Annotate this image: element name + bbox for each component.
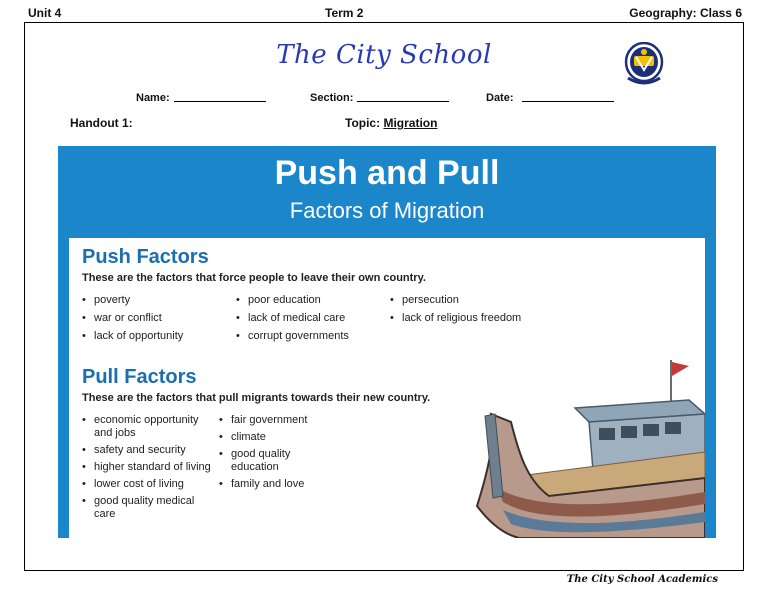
topic-line: [345, 116, 437, 130]
footer-academics: The City School Academics: [566, 574, 718, 585]
list-item: • lower cost of living: [82, 478, 216, 491]
pull-list-col1: [82, 414, 216, 525]
push-factors-title: Push Factors: [82, 246, 209, 268]
push-list-col1: [82, 294, 232, 348]
migration-poster: [58, 146, 716, 538]
poster-title: Push and Pull: [274, 154, 500, 192]
handout-label: Handout 1:: [70, 116, 133, 130]
list-item: • climate: [219, 431, 339, 444]
topic-value: Migration: [383, 116, 438, 130]
name-label: Name:: [136, 92, 170, 104]
list-item: • family and love: [219, 478, 339, 491]
list-item: • good quality medical care: [82, 495, 216, 521]
list-item: • higher standard of living: [82, 461, 216, 474]
pull-factors-description: These are the factors that pull migrants towards their new country.: [82, 392, 431, 404]
push-list-col3: [390, 294, 570, 330]
pull-list-col2: [219, 414, 339, 495]
poster-subtitle: Factors of Migration: [289, 198, 485, 223]
section-blank: [357, 92, 449, 102]
topic-label: Topic:: [345, 116, 381, 130]
push-list-col2: [236, 294, 386, 348]
date-blank: [522, 92, 614, 102]
list-item: • lack of religious freedom: [390, 312, 570, 325]
list-item: • lack of opportunity: [82, 330, 232, 343]
unit-label: Unit 4: [28, 6, 62, 20]
list-item: • poor education: [236, 294, 386, 307]
date-field: [486, 92, 614, 104]
school-name: The City School: [276, 40, 492, 70]
list-item: • economic opportunity and jobs: [82, 414, 216, 440]
list-item: • safety and security: [82, 444, 216, 457]
boat-illustration: [399, 356, 705, 538]
list-item: • persecution: [390, 294, 570, 307]
name-field: [136, 92, 266, 104]
push-factors-description: These are the factors that force people to leave their own country.: [82, 272, 426, 284]
list-item: • corrupt governments: [236, 330, 386, 343]
term-label: Term 2: [325, 6, 364, 20]
poster-panel: [69, 238, 705, 538]
list-item: • war or conflict: [82, 312, 232, 325]
list-item: • lack of medical care: [236, 312, 386, 325]
section-label: Section:: [310, 92, 354, 104]
date-label: Date:: [486, 92, 514, 104]
name-blank: [174, 92, 266, 102]
list-item: • fair government: [219, 414, 339, 427]
school-crest-icon: [624, 42, 664, 88]
list-item: • poverty: [82, 294, 232, 307]
list-item: • good quality education: [219, 448, 339, 474]
section-field: [310, 92, 449, 104]
subject-label: Geography: Class 6: [629, 6, 742, 20]
pull-factors-title: Pull Factors: [82, 366, 197, 388]
